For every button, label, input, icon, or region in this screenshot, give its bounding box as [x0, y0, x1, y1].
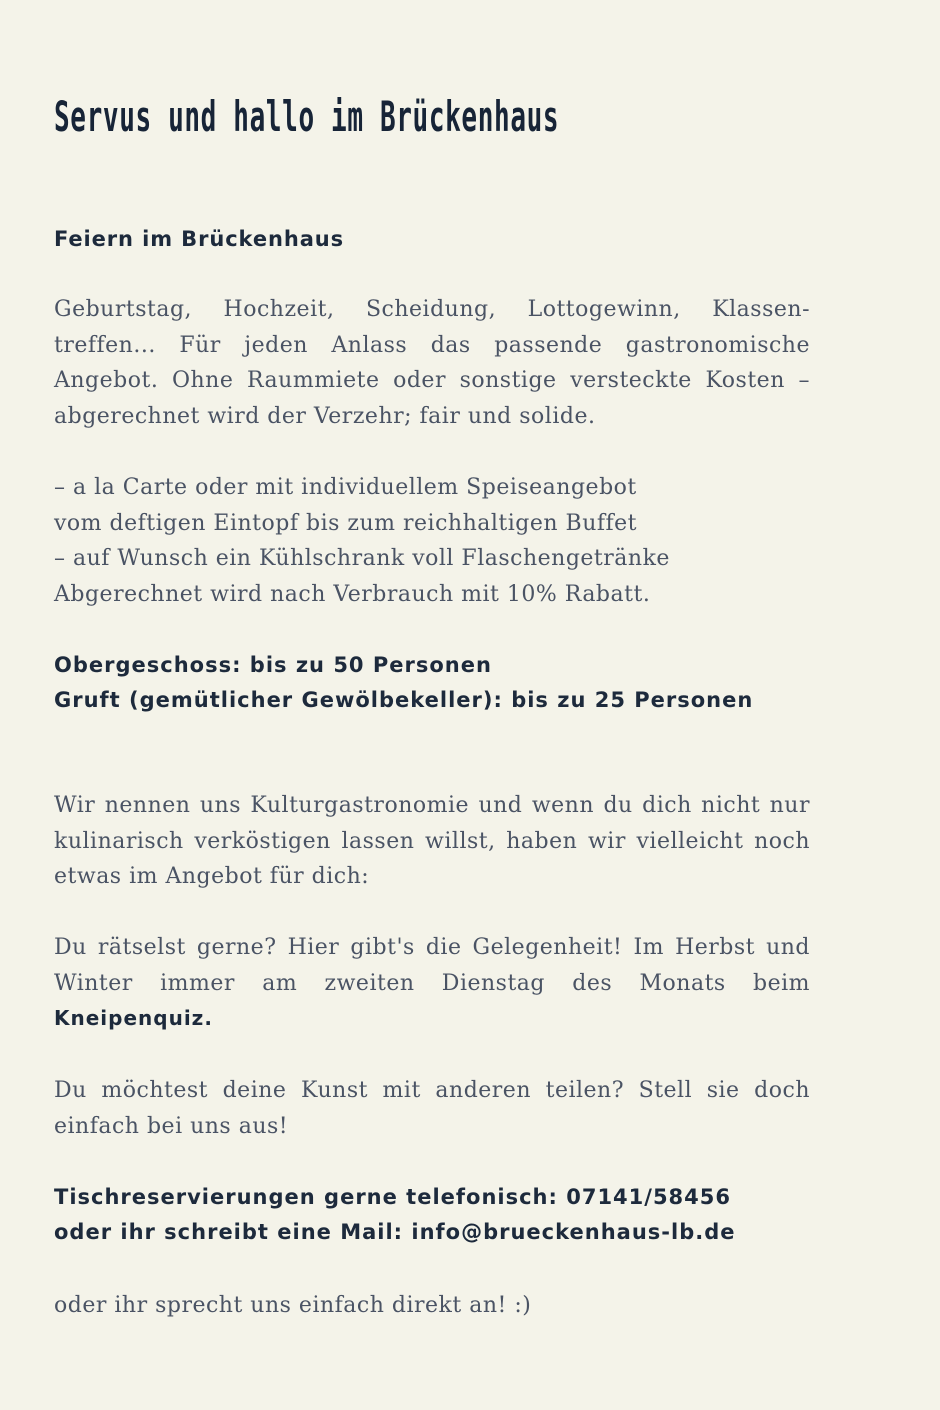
option-line: Abgerechnet wird nach Verbrauch mit 10% Rabatt. [54, 581, 651, 607]
option-line: – auf Wunsch ein Kühlschrank voll Flaschengetränke [54, 546, 670, 571]
quiz-text: Du rätselst gerne? Hier gibt's die Gelegenheit! Im Herbst und Winter immer am zweiten Dienstag des Monats beim [54, 935, 810, 996]
option-line: – a la Carte oder mit individuellem Speiseangebot [54, 475, 637, 500]
room-capacity-list [54, 648, 810, 717]
option-line: vom deftigen Eintopf bis zum reichhaltigen Buffet [54, 510, 638, 536]
section-heading-feiern: Feiern im Brückenhaus [54, 227, 345, 251]
quiz-name: Kneipenquiz. [54, 1006, 213, 1030]
room-capacity-upper: Obergeschoss: bis zu 50 Personen [54, 653, 492, 677]
phone-line: Tischreservierungen gerne telefonisch: 07141/58456 [54, 1185, 732, 1209]
kunst-paragraph: Du möchtest deine Kunst mit anderen teilen? Stell sie doch einfach bei uns aus! [54, 1078, 810, 1139]
kultur-intro-paragraph: Wir nennen uns Kulturgastronomie und wenn du dich nicht nur kulinarisch verköstigen lassen willst, haben wir vielleicht noch etwas im Angebot für dich: [54, 793, 810, 889]
feiern-intro-paragraph: Geburtstag, Hochzeit, Scheidung, Lottogewinn, Klassen-treffen... Für jeden Anlass das passende gastronomische Angebot. Ohne Raummiete oder sonstige versteckte Kosten – abgerechnet wird der Verzehr; fair und solide. [54, 297, 810, 429]
contact-info [54, 1180, 810, 1249]
mail-line: oder ihr schreibt eine Mail: info@brueckenhaus-lb.de [54, 1219, 736, 1244]
closing-line: oder ihr sprecht uns einfach direkt an! :) [54, 1293, 532, 1318]
page-title: Servus und hallo im Brückenhaus [54, 92, 560, 141]
room-capacity-cellar: Gruft (gemütlicher Gewölbekeller): bis zu 25 Personen [54, 687, 754, 712]
quiz-paragraph [54, 930, 810, 1037]
feiern-options-list [54, 470, 810, 612]
